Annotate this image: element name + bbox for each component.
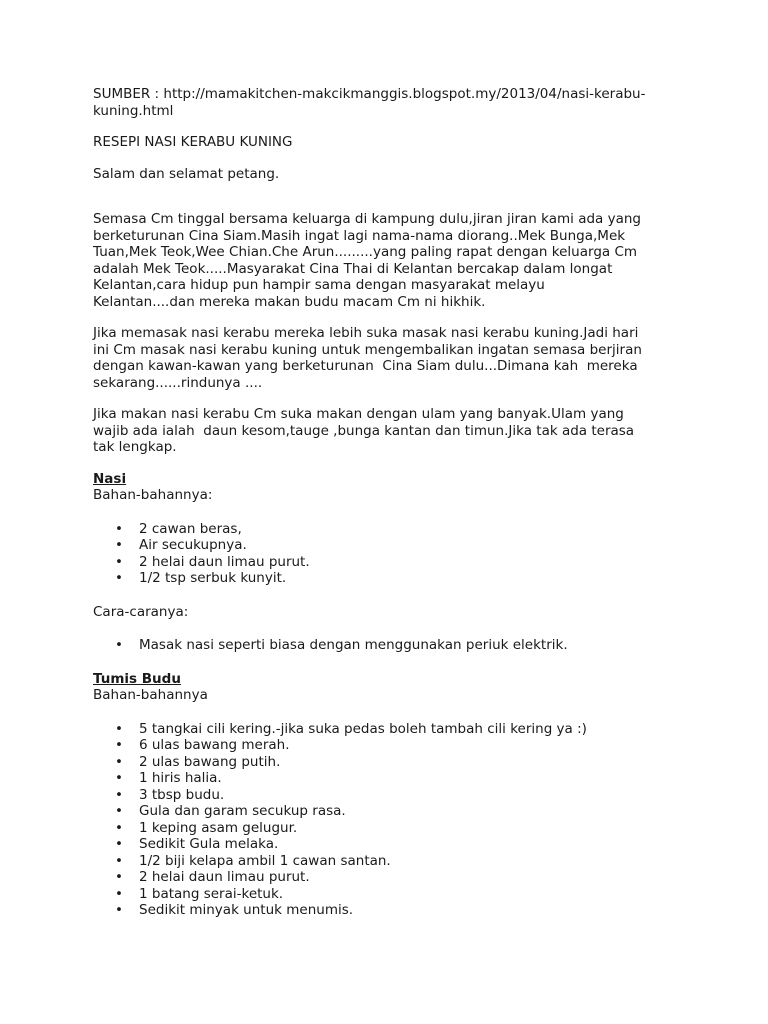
paragraph-line: Jika makan nasi kerabu Cm suka makan dengan ulam yang banyak.Ulam yang: [93, 406, 624, 422]
nasi-ingredients-list: [93, 521, 693, 587]
list-item-text: 3 tbsp budu.: [139, 786, 225, 803]
list-item: [93, 554, 693, 571]
paragraph-line: ini Cm masak nasi kerabu kuning untuk mengembalikan ingatan semasa berjiran: [93, 341, 642, 358]
ingredients-label: Bahan-bahannya: [93, 687, 208, 703]
tumis-budu-ingredients-list: [93, 721, 693, 919]
intro-paragraph-1: [93, 211, 693, 310]
source-citation: [93, 86, 693, 119]
paragraph-line: Tuan,Mek Teok,Wee Chian.Che Arun.........yang paling rapat dengan keluarga Cm: [93, 244, 638, 260]
list-item: [93, 737, 693, 754]
section-heading-nasi: Nasi: [93, 470, 127, 487]
list-item: [93, 637, 693, 654]
ingredients-label: Bahan-bahannya:: [93, 487, 213, 503]
list-item: [93, 820, 693, 837]
list-item: [93, 869, 693, 886]
list-item-text: Sedikit Gula melaka.: [139, 836, 279, 852]
paragraph-line: wajib ada ialah daun kesom,tauge ,bunga kantan dan timun.Jika tak ada terasa: [93, 422, 635, 439]
paragraph-line: Kelantan....dan mereka makan budu macam Cm ni hikhik.: [93, 293, 486, 310]
bullet-icon: •: [115, 819, 123, 836]
bullet-icon: •: [115, 737, 123, 753]
bullet-icon: •: [115, 537, 123, 553]
bullet-icon: •: [115, 803, 123, 819]
section-heading-tumis-budu: Tumis Budu: [93, 670, 181, 687]
list-item-text: 1 keping asam gelugur.: [139, 819, 298, 836]
bullet-icon: •: [115, 852, 123, 869]
source-line: SUMBER : http://mamakitchen-makcikmanggis.blogspot.my/2013/04/nasi-kerabu-: [93, 86, 646, 102]
list-item-text: Sedikit minyak untuk menumis.: [139, 902, 354, 918]
bullet-icon: •: [115, 520, 123, 537]
list-item-text: 2 cawan beras,: [139, 520, 242, 537]
bullet-icon: •: [115, 720, 123, 737]
list-item: [93, 886, 693, 903]
paragraph-line: Kelantan,cara hidup pun hampir sama dengan masyarakat melayu: [93, 277, 545, 293]
list-item: [93, 537, 693, 554]
intro-paragraph-2: [93, 325, 693, 391]
bullet-icon: •: [115, 637, 123, 653]
bullet-icon: •: [115, 570, 123, 586]
paragraph-line: dengan kawan-kawan yang berketurunan Cina Siam dulu...Dimana kah mereka: [93, 358, 638, 374]
paragraph-line: tak lengkap.: [93, 439, 177, 455]
list-item: [93, 902, 693, 919]
list-item: [93, 770, 693, 787]
document-content: [93, 86, 693, 936]
list-item-text: Masak nasi seperti biasa dengan menggunakan periuk elektrik.: [139, 637, 568, 653]
list-item: [93, 803, 693, 820]
list-item-text: 6 ulas bawang merah.: [139, 737, 290, 753]
paragraph-line: Jika memasak nasi kerabu mereka lebih suka masak nasi kerabu kuning.Jadi hari: [93, 325, 639, 341]
list-item-text: 1 batang serai-ketuk.: [139, 885, 284, 902]
list-item-text: 2 ulas bawang putih.: [139, 753, 281, 770]
list-item: [93, 521, 693, 538]
list-item-text: 2 helai daun limau purut.: [139, 869, 310, 885]
list-item-text: Air secukupnya.: [139, 537, 247, 553]
bullet-icon: •: [115, 885, 123, 902]
recipe-title: RESEPI NASI KERABU KUNING: [93, 134, 293, 150]
paragraph-line: sekarang......rindunya ....: [93, 374, 263, 391]
list-item-text: 2 helai daun limau purut.: [139, 553, 310, 570]
source-line: kuning.html: [93, 102, 174, 119]
list-item-text: 1 hiris halia.: [139, 770, 222, 786]
list-item-text: Gula dan garam secukup rasa.: [139, 803, 346, 819]
list-item: [93, 787, 693, 804]
list-item-text: 5 tangkai cili kering.-jika suka pedas boleh tambah cili kering ya :): [139, 720, 587, 737]
bullet-icon: •: [115, 836, 123, 852]
paragraph-line: adalah Mek Teok.....Masyarakat Cina Thai di Kelantan bercakap dalam longat: [93, 260, 613, 277]
bullet-icon: •: [115, 902, 123, 918]
list-item-text: 1/2 biji kelapa ambil 1 cawan santan.: [139, 852, 391, 869]
bullet-icon: •: [115, 770, 123, 786]
list-item-text: 1/2 tsp serbuk kunyit.: [139, 570, 287, 586]
list-item: [93, 721, 693, 738]
list-item: [93, 836, 693, 853]
intro-paragraph-3: [93, 406, 693, 456]
nasi-method-list: [93, 637, 693, 654]
paragraph-line: berketurunan Cina Siam.Masih ingat lagi nama-nama diorang..Mek Bunga,Mek: [93, 227, 626, 244]
bullet-icon: •: [115, 553, 123, 570]
greeting: Salam dan selamat petang.: [93, 165, 280, 182]
bullet-icon: •: [115, 786, 123, 803]
list-item: [93, 570, 693, 587]
paragraph-line: Semasa Cm tinggal bersama keluarga di kampung dulu,jiran jiran kami ada yang: [93, 211, 641, 227]
list-item: [93, 754, 693, 771]
spacer: [93, 197, 693, 211]
bullet-icon: •: [115, 753, 123, 770]
bullet-icon: •: [115, 869, 123, 885]
list-item: [93, 853, 693, 870]
method-label: Cara-caranya:: [93, 603, 189, 620]
